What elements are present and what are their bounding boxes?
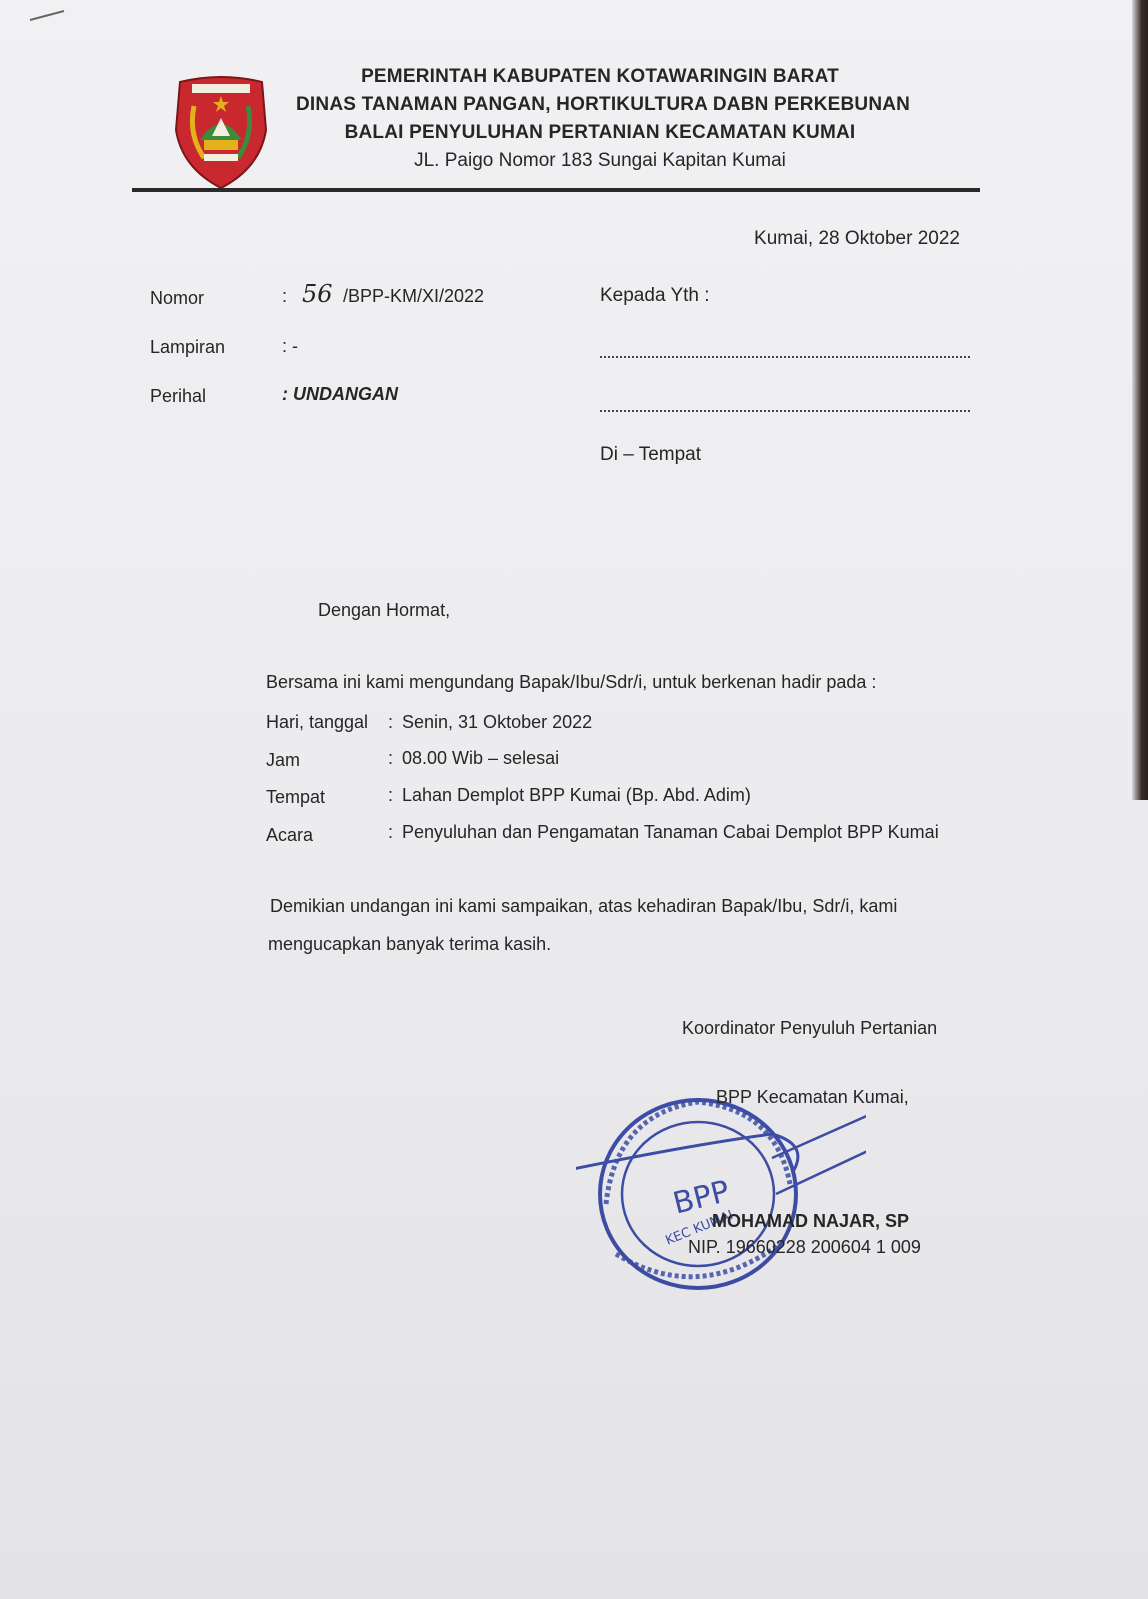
detail-label-time: Jam [266,750,301,770]
stamp-center-text: BPP [669,1173,734,1222]
signatory-nip: NIP. 19660228 200604 1 009 [688,1237,921,1257]
letterhead-divider [132,188,980,192]
letterhead-line-2: DINAS TANAMAN PANGAN, HORTIKULTURA DABN PERKEBUNAN [296,94,911,115]
lampiran-value: : - [282,336,298,356]
detail-colon-event: : [388,822,394,842]
perihal-value: : UNDANGAN [282,384,398,404]
perihal-label: Perihal [150,386,207,406]
detail-value-time: 08.00 Wib – selesai [402,748,560,768]
lampiran-label: Lampiran [150,337,226,357]
stamp-sub-text: KEC KUMAI [663,1207,736,1249]
government-crest-icon [174,74,268,190]
closing-line-2: mengucapkan banyak terima kasih. [268,934,552,954]
recipient-line-2 [600,410,970,412]
detail-value-event: Penyuluhan dan Pengamatan Tanaman Cabai Demplot BPP Kumai [402,822,939,842]
detail-colon-time: : [388,748,394,768]
recipient-place: Di – Tempat [600,444,702,465]
letter-date: Kumai, 28 Oktober 2022 [754,228,960,249]
letterhead-line-3: BALAI PENYULUHAN PERTANIAN KECAMATAN KUMAI [344,122,856,143]
photo-background-edge [1132,0,1148,800]
signatory-name: MOHAMAD NAJAR, SP [712,1211,910,1231]
detail-label-date: Hari, tanggal [266,712,369,732]
intro-paragraph: Bersama ini kami mengundang Bapak/Ibu/Sdr/i, untuk berkenan hadir pada : [266,672,877,692]
greeting: Dengan Hormat, [318,600,451,620]
detail-value-place: Lahan Demplot BPP Kumai (Bp. Abd. Adim) [402,785,751,805]
signatory-title-1: Koordinator Penyuluh Pertanian [682,1018,938,1038]
closing-line-1: Demikian undangan ini kami sampaikan, atas kehadiran Bapak/Ibu, Sdr/i, kami [270,896,898,916]
letterhead-line-1: PEMERINTAH KABUPATEN KOTAWARINGIN BARAT [361,66,839,87]
letterhead-address: JL. Paigo Nomor 183 Sungai Kapitan Kumai [414,150,786,171]
recipient-heading: Kepada Yth : [600,285,710,306]
detail-value-date: Senin, 31 Oktober 2022 [402,712,593,732]
official-stamp-icon [576,1084,866,1296]
nomor-colon: : [282,286,288,306]
recipient-line-1 [600,356,970,358]
detail-colon-place: : [388,785,394,805]
detail-label-event: Acara [266,825,314,845]
nomor-label: Nomor [150,288,205,308]
detail-label-place: Tempat [266,787,326,807]
nomor-value: /BPP-KM/XI/2022 [343,286,485,306]
signatory-title-2: BPP Kecamatan Kumai, [716,1087,909,1107]
pen-scratch-mark [28,8,68,22]
nomor-handwritten: 56 [302,280,333,308]
detail-colon-date: : [388,712,394,732]
